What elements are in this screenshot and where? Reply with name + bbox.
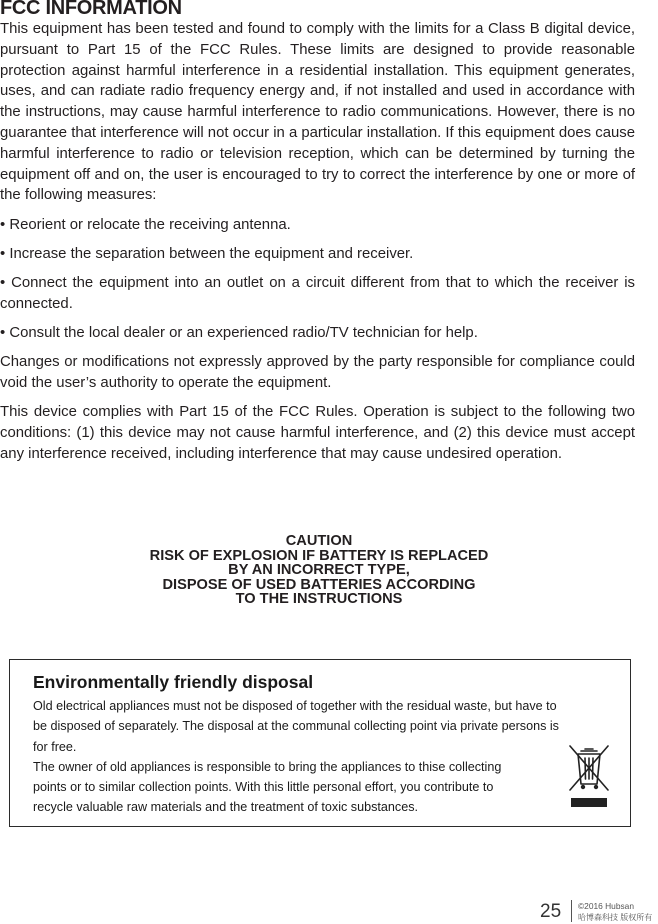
caution-heading: CAUTION [285, 533, 353, 549]
disposal-line: for free. [33, 739, 77, 754]
page-number: 25 [540, 901, 562, 922]
disposal-line: be disposed of separately. The disposal at the communal collecting point via private persons is [33, 719, 559, 734]
disposal-box [9, 659, 631, 827]
fcc-measure-item: • Connect the equipment into an outlet on a circuit different from that to which the receiver is connected. [0, 274, 635, 312]
fcc-measure-item: • Increase the separation between the equipment and receiver. [0, 245, 414, 262]
fcc-measure-item: • Consult the local dealer or an experienced radio/TV technician for help. [0, 324, 478, 341]
caution-line: BY AN INCORRECT TYPE, [228, 562, 410, 579]
footer-copyright: ©2016 Hubsan [578, 901, 634, 911]
disposal-line: recycle valuable raw materials and the treatment of toxic substances. [33, 800, 418, 815]
footer-divider [571, 900, 572, 922]
fcc-intro-paragraph: This equipment has been tested and found to comply with the limits for a Class B digital device, pursuant to Part 15 of the FCC Rules. These limits are designed to provide reasonable protection against harmful interference in a residential installation. This equipment generates, uses, and can radiate radio frequency energy and, if not installed and used in accordance with the instructions, may cause harmful interference to radio communications. However, there is no guarantee that interference will not occur in a particular installation. If this equipment does cause harmful interference to radio or television reception, which can be determined by turning the equipment off and on, the user is encouraged to try to correct the interference by one or more of the following measures: [0, 21, 635, 204]
battery-caution-notice [0, 534, 638, 607]
fcc-changes-paragraph: Changes or modifications not expressly approved by the party responsible for compliance could void the user’s authority to operate the equipment. [0, 354, 635, 391]
fcc-title: FCC INFORMATION [0, 0, 182, 19]
footer-rights: 哈博森科技 版权所有 [578, 913, 653, 922]
caution-line: TO THE INSTRUCTIONS [235, 591, 403, 608]
disposal-line: The owner of old appliances is responsible to bring the appliances to thise collecting [33, 759, 502, 774]
fcc-compliance-paragraph: This device complies with Part 15 of the FCC Rules. Operation is subject to the following two conditions: (1) this device may not cause harmful interference, and (2) this device must accept any interference received, including interference that may cause undesired operation. [0, 404, 635, 462]
disposal-line: Old electrical appliances must not be disposed of together with the residual waste, but have to [33, 699, 557, 713]
weee-crossed-bin-icon [568, 744, 610, 808]
disposal-text [33, 696, 613, 818]
fcc-measure-item: • Reorient or relocate the receiving antenna. [0, 216, 291, 233]
disposal-title: Environmentally friendly disposal [33, 672, 314, 692]
caution-line: RISK OF EXPLOSION IF BATTERY IS REPLACED [149, 547, 489, 564]
fcc-section [0, 19, 635, 473]
caution-line: DISPOSE OF USED BATTERIES ACCORDING [162, 576, 476, 593]
disposal-line: points or to similar collection points. With this little personal effort, you contribute to [33, 780, 494, 795]
